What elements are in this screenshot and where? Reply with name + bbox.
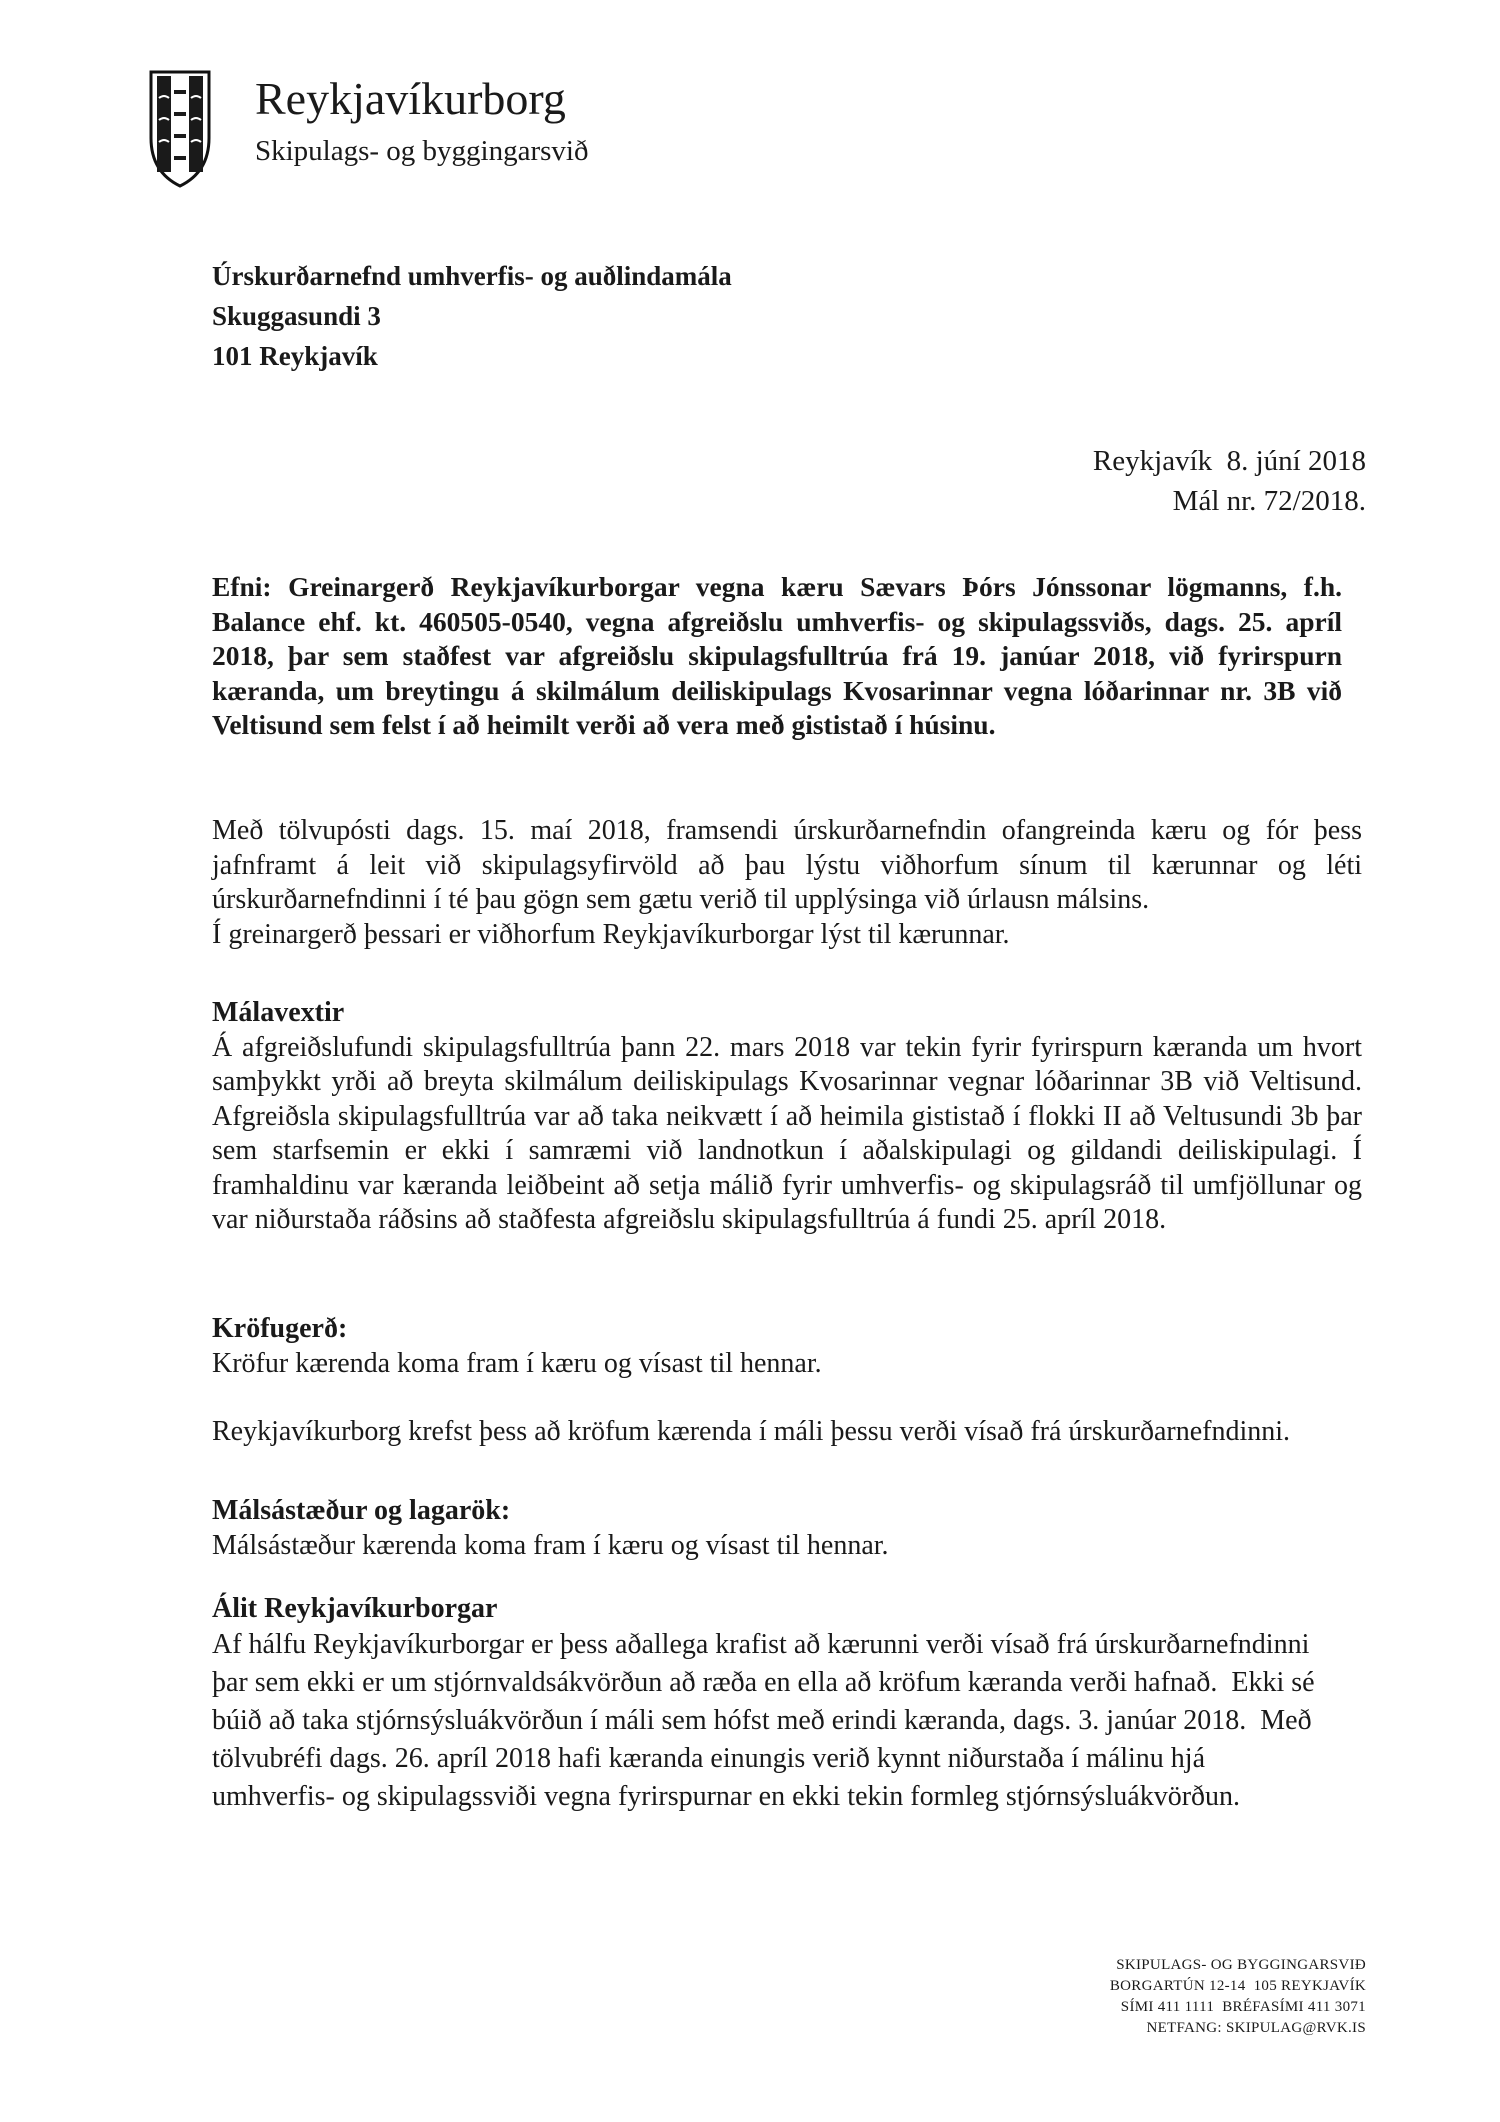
- intro-section: [212, 814, 1362, 952]
- section-heading: Kröfugerð:: [212, 1313, 348, 1344]
- krofugerd-section: [212, 1312, 1362, 1381]
- section-heading: Málsástæður og lagarök:: [212, 1495, 511, 1526]
- footer-phone: SÍMI 411 1111 BRÉFASÍMI 411 3071: [1120, 1999, 1366, 2015]
- malavextir-section: [212, 996, 1362, 1238]
- intro-paragraph: Með tölvupósti dags. 15. maí 2018, framsendi úrskurðarnefndin ofangreinda kæru og fór þess jafnframt á leit við skipulagsyfirvöld að þau lýstu viðhorfum sínum til kærunnar og léti úrskurðarnefndinni í té þau gögn sem gætu verið til upplýsinga við úrlausn málsins.: [212, 815, 1362, 915]
- org-name: Reykjavíkurborg: [255, 73, 566, 124]
- section-heading: Álit Reykjavíkurborgar: [212, 1593, 498, 1624]
- reykjavik-coat-of-arms-icon: [148, 68, 212, 188]
- dateline: [1093, 441, 1366, 521]
- intro-summary: Í greinargerð þessari er viðhorfum Reykjavíkurborgar lýst til kærunnar.: [212, 918, 1010, 950]
- section-text: Reykjavíkurborg krefst þess að kröfum kærenda í máli þessu verði vísað frá úrskurðarnefndinni.: [212, 1416, 1290, 1447]
- section-text: Kröfur kærenda koma fram í kæru og vísast til hennar.: [212, 1347, 822, 1379]
- section-text: Málsástæður kærenda koma fram í kæru og vísast til hennar.: [212, 1529, 889, 1561]
- section-heading: Málavextir: [212, 997, 345, 1028]
- section-text: Á afgreiðslufundi skipulagsfulltrúa þann 22. mars 2018 var tekin fyrir fyrirspurn kæranda um hvort samþykkt yrði að breyta skilmálum deiliskipulags Kvosarinnar vegnar lóðarinnar 3B við Veltisund. Afgreiðsla skipulagsfulltrúa var að taka neikvætt í að heimila gististað í flokki II að Veltusundi 3b þar sem starfsemin er ekki í samræmi við landnotkun í aðalskipulagi og gildandi deiliskipulagi. Í framhaldinu var kæranda leiðbeint að setja málið fyrir umhverfis- og skipulagsráð til umfjöllunar og var niðurstaða ráðsins að staðfesta afgreiðslu skipulagsfulltrúa á fundi 25. apríl 2018.: [212, 1031, 1362, 1235]
- alit-section: [212, 1592, 1322, 1816]
- footer-address: BORGARTÚN 12-14 105 REYKJAVÍK: [1109, 1978, 1366, 1994]
- letter-date: Reykjavík 8. júní 2018: [1092, 445, 1366, 477]
- footer-contact: [1110, 1955, 1366, 2039]
- recipient-address: [212, 256, 732, 376]
- recipient-name: Úrskurðarnefnd umhverfis- og auðlindamála: [212, 261, 732, 291]
- recipient-city: 101 Reykjavík: [212, 341, 378, 371]
- krofugerd-demand: [212, 1415, 1362, 1450]
- case-number: Mál nr. 72/2018.: [1172, 485, 1366, 517]
- recipient-street: Skuggasundi 3: [212, 301, 381, 331]
- malsastaedur-section: [212, 1494, 1362, 1563]
- section-text: Af hálfu Reykjavíkurborgar er þess aðallega krafist að kærunni verði vísað frá úrskurðarnefndinni þar sem ekki er um stjórnvaldsákvörðun að ræða en ella að kröfum kæranda verði hafnað. Ekki sé búið að taka stjórnsýsluákvörðun í máli sem hófst með erindi kæranda, dags. 3. janúar 2018. Með tölvubréfi dags. 26. apríl 2018 hafi kæranda einungis verið kynnt niðurstaða í málinu hjá umhverfis- og skipulagssviði vegna fyrirspurnar en ekki tekin formleg stjórnsýsluákvörðun.: [212, 1629, 1322, 1812]
- org-department: Skipulags- og byggingarsvið: [255, 135, 589, 167]
- subject-paragraph: Efni: Greinargerð Reykjavíkurborgar vegna kæru Sævars Þórs Jónssonar lögmanns, f.h. Balance ehf. kt. 460505-0540, vegna afgreiðslu umhverfis- og skipulagssviðs, dags. 25. apríl 2018, þar sem staðfest var afgreiðslu skipulagsfulltrúa frá 19. janúar 2018, við fyrirspurn kæranda, um breytingu á skilmálum deiliskipulags Kvosarinnar vegna lóðarinnar nr. 3B við Veltisund sem felst í að heimilt verði að vera með gististað í húsinu.: [212, 571, 1342, 740]
- footer-department: SKIPULAGS- OG BYGGINGARSVIÐ: [1116, 1957, 1366, 1973]
- footer-email[interactable]: NETFANG: SKIPULAG@RVK.IS: [1146, 2020, 1366, 2036]
